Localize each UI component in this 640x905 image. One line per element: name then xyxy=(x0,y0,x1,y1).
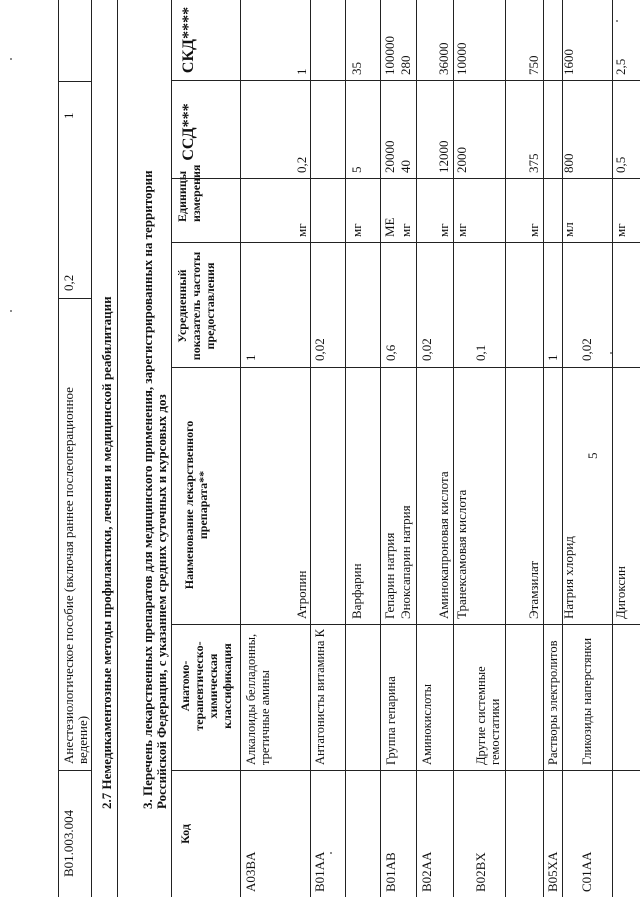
row-drug-name: Транексамовая кислота xyxy=(454,489,469,619)
row-drug-name: Дигоксин xyxy=(613,565,628,619)
row-skd: 35 xyxy=(349,62,364,75)
row-frequency: 0,6 xyxy=(383,344,398,361)
row-code: B02BX xyxy=(473,852,488,892)
row-unit: мг xyxy=(398,223,413,237)
row-frequency: 0,02 xyxy=(419,338,434,361)
header-atc-classification: Анатомо-терапевтическо-химическая классификация xyxy=(178,641,234,731)
row-unit: мг xyxy=(454,223,469,237)
header-skd: СКД**** xyxy=(180,6,197,74)
row-drug-name: Натрия хлорид xyxy=(561,536,576,619)
header-frequency: Усредненный показатель частоты предоставления xyxy=(175,251,217,361)
procedure-code: B01.003.004 xyxy=(61,809,76,877)
row-skd: 10000 xyxy=(454,42,469,75)
row-code: B01AA xyxy=(312,851,327,892)
row-code: C01AA xyxy=(579,851,594,892)
row-unit: мг xyxy=(294,223,309,237)
row-ssd: 800 xyxy=(561,153,576,173)
section-3-title: 3. Перечень лекарственных препаратов для медицинского применения, зарегистрированных на территории xyxy=(140,170,155,809)
row-atc: Растворы электролитов xyxy=(546,640,560,765)
scan-speck xyxy=(616,20,618,22)
procedure-name-cont: ведение) xyxy=(75,715,90,764)
row-frequency: 1 xyxy=(545,354,560,361)
procedure-name: Анестезиологическое пособие (включая раннее послеоперационное xyxy=(61,387,76,764)
row-ssd: 40 xyxy=(398,160,413,173)
row-unit: МЕ xyxy=(382,217,397,237)
row-ssd: 12000 xyxy=(436,140,451,173)
row-code: B05XA xyxy=(545,851,560,892)
scan-speck xyxy=(10,58,12,60)
page-number: 5 xyxy=(585,452,600,459)
row-skd: 100000 xyxy=(382,36,397,75)
row-skd: 750 xyxy=(526,55,541,75)
row-drug-name: Варфарин xyxy=(349,563,364,619)
row-skd: 1 xyxy=(294,68,309,75)
scan-speck xyxy=(610,352,612,354)
row-atc: Антагонисты витамина К xyxy=(313,629,327,765)
row-skd: 1600 xyxy=(561,49,576,75)
row-unit: мг xyxy=(613,223,628,237)
scan-speck xyxy=(10,310,12,312)
row-atc: Алкалоиды белладонны, третичные амины xyxy=(244,633,272,765)
row-ssd: 375 xyxy=(526,153,541,173)
row-drug-name: Эноксапарин натрия xyxy=(398,505,413,619)
row-skd: 280 xyxy=(398,55,413,75)
row-drug-name: Этамзилат xyxy=(526,560,541,619)
procedure-frequency: 0,2 xyxy=(61,274,76,291)
row-atc: Другие системные гемостатики xyxy=(474,666,502,765)
procedure-multiplicity: 1 xyxy=(61,112,76,119)
row-code: A03BA xyxy=(243,851,258,892)
row-ssd: 0,5 xyxy=(613,156,628,173)
row-unit: мг xyxy=(526,223,541,237)
row-code: B02AA xyxy=(419,851,434,892)
row-frequency: 0,02 xyxy=(312,338,327,361)
row-unit: мг xyxy=(436,223,451,237)
row-frequency: 1 xyxy=(243,354,258,361)
scan-speck xyxy=(330,852,332,854)
row-atc: Гликозиды наперстянки xyxy=(580,637,594,765)
row-frequency: 0,02 xyxy=(579,338,594,361)
header-unit: Единицы измерения xyxy=(175,164,203,222)
header-drug-name: Наименование лекарственного препарата** xyxy=(182,420,210,590)
row-ssd: 20000 xyxy=(382,140,397,173)
header-code: Код xyxy=(178,824,192,844)
row-code: B01AB xyxy=(383,852,398,892)
section-3-title-cont: Российской Федерации, с указанием средних суточных и курсовых доз xyxy=(154,394,169,809)
row-atc: Аминокислоты xyxy=(420,683,434,765)
row-ssd: 0,2 xyxy=(294,156,309,173)
row-unit: мл xyxy=(561,222,576,237)
row-drug-name: Атропин xyxy=(294,570,309,619)
row-frequency: 0,1 xyxy=(473,344,488,361)
header-ssd: ССД*** xyxy=(180,103,197,161)
section-2-7-heading: 2.7 Немедикаментозные методы профилактики, лечения и медицинской реабилитации xyxy=(99,296,114,809)
row-drug-name: Гепарин натрия xyxy=(382,532,397,619)
row-skd: 2,5 xyxy=(613,58,628,75)
row-unit: мг xyxy=(349,223,364,237)
row-atc: Группа гепарина xyxy=(384,676,398,765)
row-ssd: 5 xyxy=(349,166,364,173)
row-ssd: 2000 xyxy=(454,147,469,173)
row-drug-name: Аминокапроновая кислота xyxy=(436,471,451,619)
row-skd: 36000 xyxy=(436,42,451,75)
